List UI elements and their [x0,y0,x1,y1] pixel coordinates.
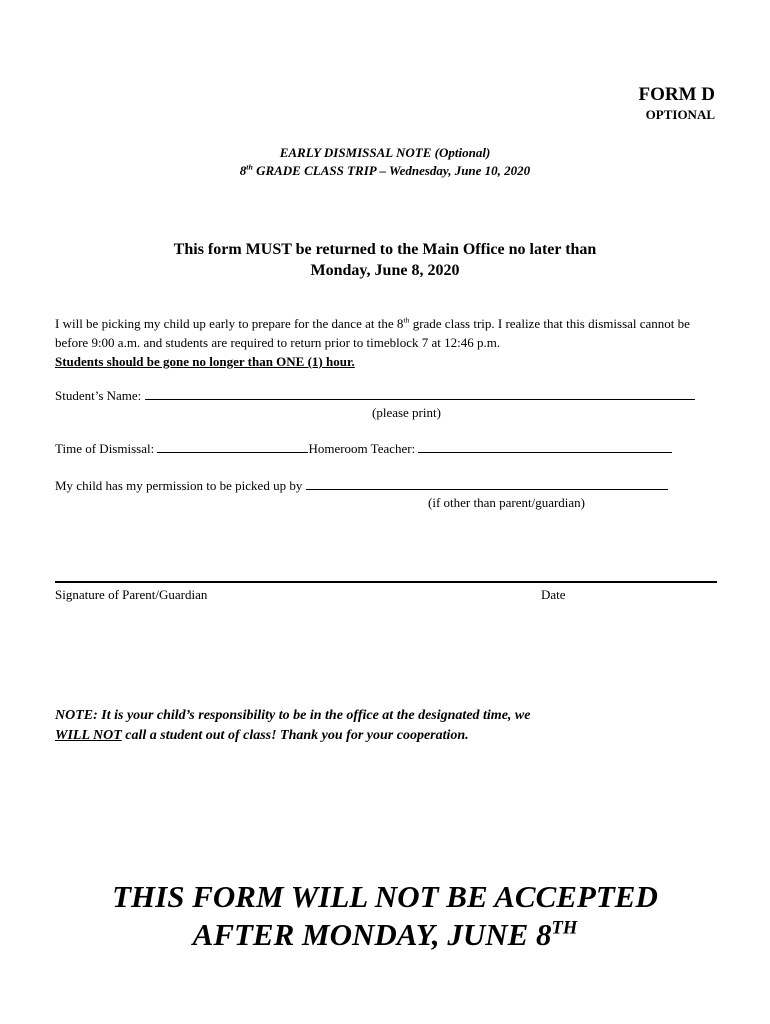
deadline-line-2: Monday, June 8, 2020 [310,262,460,279]
note-text-2: call a student out of class! Thank you for your cooperation. [121,728,469,743]
pickup-person-input-line[interactable] [306,476,668,490]
paragraph-sup: th [403,315,410,325]
form-title: FORM D [638,84,715,105]
paragraph-emphasis: Students should be gone no longer than ONE (1) hour. [55,354,355,369]
final-warning-line-1: THIS FORM WILL NOT BE ACCEPTED [112,879,658,914]
header-grade-suffix: th [246,162,253,172]
header-line-1: EARLY DISMISSAL NOTE (Optional) [279,145,491,160]
student-name-label: Student’s Name: [55,388,142,403]
student-name-hint: (please print) [372,405,441,420]
header-grade: 8 [239,163,247,178]
signature-label: Signature of Parent/Guardian [55,587,208,602]
form-identifier [638,84,715,124]
student-name-input-line[interactable] [145,386,695,400]
intro-paragraph [55,314,715,371]
dismissal-time-label: Time of Dismissal: [55,441,155,456]
signature-line[interactable] [55,581,717,583]
paragraph-text-2: grade class trip. I realize that this dismissal cannot be before 9:00 a.m. and students are required to return prior to timeblock 7 at 12:46 p.m. [55,316,690,350]
date-label: Date [541,587,566,602]
homeroom-teacher-input-line[interactable] [418,439,672,453]
pickup-permission-field [55,476,668,495]
paragraph-text-1: I will be picking my child up early to prepare for the dance at the 8 [55,316,404,331]
header-trip: GRADE CLASS TRIP – Wednesday, June 10, 2020 [252,163,531,178]
header-line-2 [0,162,770,180]
pickup-permission-hint: (if other than parent/guardian) [428,495,586,510]
final-warning-date: AFTER MONDAY, JUNE 8 [192,917,552,952]
note-text-1: NOTE: It is your child’s responsibility to be in the office at the designated time, we [55,708,531,723]
deadline-line-1: This form MUST be returned to the Main Office no later than [173,241,597,258]
final-warning-line-2 [0,916,770,954]
form-optional-label: OPTIONAL [645,107,715,122]
pickup-permission-label: My child has my permission to be picked up by [55,478,303,493]
note-will-not: WILL NOT [55,728,122,743]
final-warning-sup: TH [551,917,578,939]
dismissal-time-input-line[interactable] [157,439,308,453]
dismissal-time-field [55,439,672,458]
homeroom-teacher-label: Homeroom Teacher: [308,441,416,456]
responsibility-note [55,706,735,746]
deadline-notice [0,239,770,281]
final-warning [0,878,770,954]
student-name-field [55,386,695,405]
document-header [0,144,770,180]
